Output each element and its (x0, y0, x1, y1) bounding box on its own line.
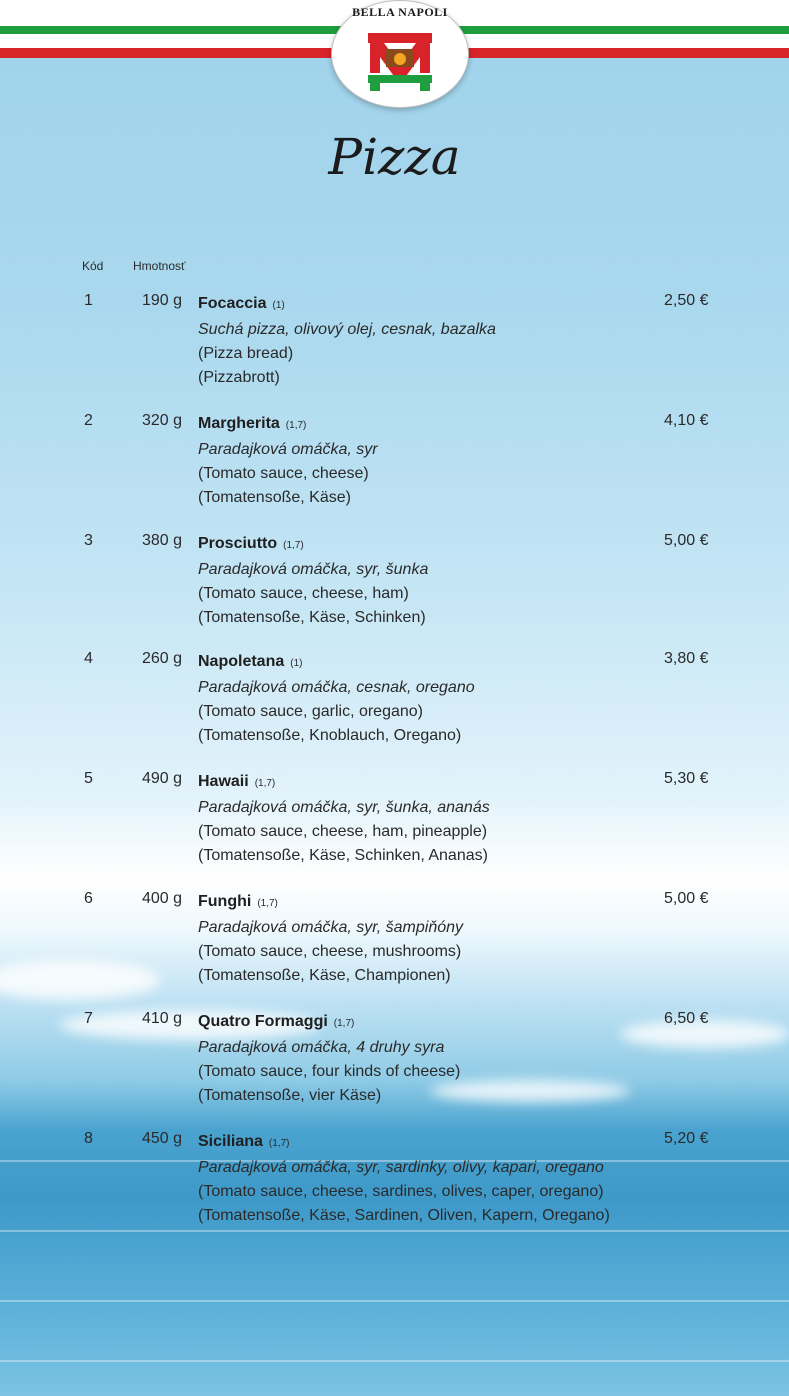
wave (0, 1300, 789, 1302)
brand-name: BELLA NAPOLI (352, 5, 448, 19)
item-weight: 260 g (141, 650, 182, 667)
item-description (198, 890, 638, 988)
item-code: 1 (84, 292, 93, 309)
item-price: 3,80 € (664, 650, 709, 667)
item-ingredients-sk: Paradajková omáčka, syr, šunka, ananás (198, 799, 490, 816)
item-allergens: (1,7) (268, 1138, 290, 1149)
item-code: 4 (84, 650, 93, 667)
item-code: 6 (84, 890, 93, 907)
item-description (198, 770, 638, 868)
column-header-code: Kód (82, 259, 104, 273)
item-description (198, 532, 638, 630)
item-code: 7 (84, 1010, 93, 1027)
item-description (198, 1010, 638, 1108)
item-description (198, 412, 638, 510)
item-ingredients-de: (Tomatensoße, Käse, Sardinen, Oliven, Kapern, Oregano) (198, 1207, 610, 1224)
item-ingredients-sk: Paradajková omáčka, cesnak, oregano (198, 679, 475, 696)
item-ingredients-en: (Tomato sauce, garlic, oregano) (198, 703, 423, 720)
item-code: 3 (84, 532, 93, 549)
pizzeria-emblem-icon (332, 1, 468, 107)
item-ingredients-de: (Tomatensoße, Käse, Schinken) (198, 609, 426, 626)
wave (0, 1360, 789, 1362)
item-name: Hawaii (198, 773, 249, 790)
item-price: 4,10 € (664, 412, 709, 429)
item-weight: 190 g (141, 292, 182, 309)
item-weight: 400 g (141, 890, 182, 907)
menu-item (0, 770, 789, 880)
item-price: 5,20 € (664, 1130, 709, 1147)
item-name: Siciliana (198, 1133, 263, 1150)
item-allergens: (1,7) (285, 420, 307, 431)
item-ingredients-de: (Tomatensoße, Käse, Championen) (198, 967, 451, 984)
item-name: Margherita (198, 415, 280, 432)
brand-logo (331, 0, 469, 108)
item-price: 5,00 € (664, 532, 709, 549)
item-name: Funghi (198, 893, 252, 910)
item-weight: 450 g (141, 1130, 182, 1147)
item-price: 5,00 € (664, 890, 709, 907)
item-name: Prosciutto (198, 535, 278, 552)
item-allergens: (1,7) (283, 540, 304, 551)
item-price: 2,50 € (664, 292, 709, 309)
item-ingredients-en: (Tomato sauce, cheese, mushrooms) (198, 943, 462, 960)
menu-item (0, 1010, 789, 1120)
item-name: Quatro Formaggi (198, 1013, 328, 1030)
item-weight: 410 g (141, 1010, 182, 1027)
item-ingredients-sk: Paradajková omáčka, syr, sardinky, olivy, kapari, oregano (198, 1159, 604, 1176)
menu-item (0, 292, 789, 402)
item-ingredients-de: (Pizzabrott) (198, 369, 280, 386)
item-weight: 490 g (141, 770, 182, 787)
item-price: 6,50 € (664, 1010, 709, 1027)
item-price: 5,30 € (664, 770, 709, 787)
item-ingredients-de: (Tomatensoße, Käse) (198, 489, 351, 506)
item-name: Napoletana (198, 653, 285, 670)
item-ingredients-de: (Tomatensoße, Käse, Schinken, Ananas) (198, 847, 488, 864)
item-ingredients-en: (Tomato sauce, cheese, ham, pineapple) (198, 823, 488, 840)
item-allergens: (1,7) (254, 778, 276, 789)
column-header-weight: Hmotnosť (133, 259, 186, 273)
menu-item (0, 412, 789, 522)
item-code: 5 (84, 770, 93, 787)
item-allergens: (1,7) (257, 898, 278, 909)
item-weight: 380 g (141, 532, 182, 549)
item-ingredients-en: (Tomato sauce, cheese, sardines, olives, caper, oregano) (198, 1183, 604, 1200)
item-weight: 320 g (141, 412, 182, 429)
menu-item (0, 532, 789, 642)
item-ingredients-sk: Paradajková omáčka, syr (198, 441, 378, 458)
item-allergens: (1,7) (333, 1018, 355, 1029)
item-ingredients-sk: Suchá pizza, olivový olej, cesnak, bazalka (198, 321, 496, 338)
item-ingredients-de: (Tomatensoße, Knoblauch, Oregano) (198, 727, 462, 744)
item-description (198, 1130, 638, 1228)
item-name: Focaccia (198, 295, 267, 312)
item-allergens: (1) (290, 658, 303, 669)
item-ingredients-sk: Paradajková omáčka, syr, šampiňóny (198, 919, 464, 936)
item-ingredients-en: (Pizza bread) (198, 345, 294, 362)
item-code: 8 (84, 1130, 93, 1147)
item-description (198, 292, 638, 390)
item-code: 2 (84, 412, 93, 429)
item-ingredients-sk: Paradajková omáčka, 4 druhy syra (198, 1039, 445, 1056)
item-ingredients-en: (Tomato sauce, cheese) (198, 465, 369, 482)
menu-item (0, 1130, 789, 1240)
item-ingredients-sk: Paradajková omáčka, syr, šunka (198, 561, 429, 578)
item-ingredients-en: (Tomato sauce, cheese, ham) (198, 585, 409, 602)
item-description (198, 650, 638, 748)
item-ingredients-en: (Tomato sauce, four kinds of cheese) (198, 1063, 461, 1080)
item-ingredients-de: (Tomatensoße, vier Käse) (198, 1087, 382, 1104)
menu-title: Pizza (328, 128, 461, 186)
menu-item (0, 890, 789, 1000)
menu-item (0, 650, 789, 760)
item-allergens: (1) (272, 300, 285, 311)
